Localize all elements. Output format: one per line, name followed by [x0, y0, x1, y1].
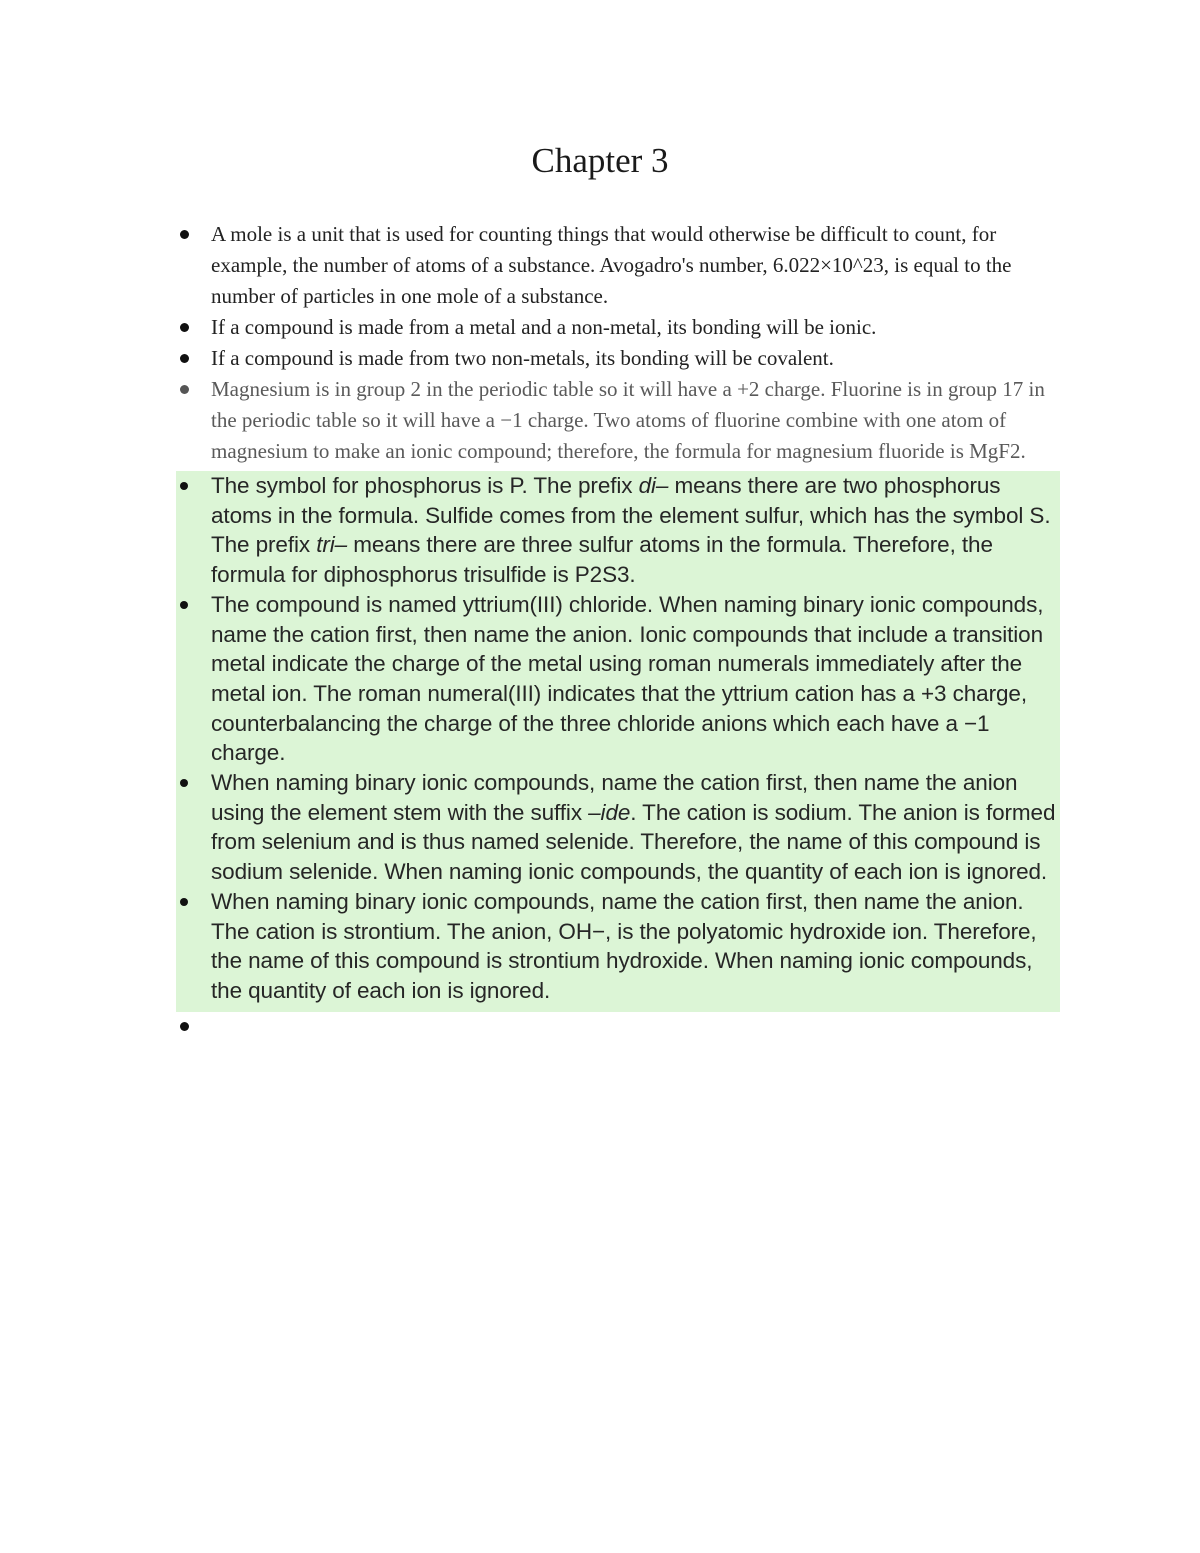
bullet-icon	[180, 385, 189, 394]
bullet-icon	[180, 779, 188, 787]
list-item	[176, 343, 1060, 374]
list-item-text: A mole is a unit that is used for counting things that would otherwise be difficult to count, for example, the number of atoms of a substance. Avogadro's number, 6.022×10^23, is equal to the number of particles in one mole of a substance.	[211, 222, 1012, 308]
list-item-text: If a compound is made from a metal and a non-metal, its bonding will be ionic.	[211, 315, 877, 339]
list-item-text: When naming binary ionic compounds, name the cation first, then name the anion using the element stem with the suffix –ide. The cation is sodium. The anion is formed from selenium and is thus named selenide. Therefore, the name of this compound is sodium selenide. When naming ionic compounds, the quantity of each ion is ignored.	[211, 770, 1056, 885]
suffix-ide: –ide	[588, 799, 631, 825]
highlighted-section	[176, 471, 1060, 1012]
bullet-icon	[180, 601, 188, 609]
list-item-text: If a compound is made from two non-metals, its bonding will be covalent.	[211, 346, 834, 370]
bullet-icon	[180, 898, 188, 906]
list-item-empty[interactable]	[176, 1012, 1060, 1040]
list-item	[176, 374, 1060, 467]
bullet-icon	[180, 1022, 189, 1031]
list-item-text: Magnesium is in group 2 in the periodic table so it will have a +2 charge. Fluorine is in group 17 in the periodic table so it will have a −1 charge. Two atoms of fluorine combine with one atom of magnesium to make an ionic compound; therefore, the formula for magnesium fluoride is MgF2.	[211, 377, 1045, 463]
bullet-icon	[180, 323, 189, 332]
list-item	[176, 219, 1060, 312]
prefix-tri: tri–	[316, 532, 348, 558]
bullet-icon	[180, 230, 189, 239]
list-item	[176, 590, 1060, 768]
bullet-icon	[180, 354, 189, 363]
list-item	[176, 887, 1060, 1006]
list-item-text: The compound is named yttrium(III) chloride. When naming binary ionic compounds, name the cation first, then name the anion. Ionic compounds that include a transition metal indicate the charge of the metal using roman numerals immediately after the metal ion. The roman numeral(III) indicates that the yttrium cation has a +3 charge, counterbalancing the charge of the three chloride anions which each have a −1 charge.	[211, 591, 1044, 766]
bullet-list	[176, 219, 1060, 1040]
bullet-icon	[180, 482, 188, 490]
list-item	[176, 312, 1060, 343]
page-title: Chapter 3	[531, 141, 669, 180]
list-item-text: When naming binary ionic compounds, name the cation first, then name the anion. The cation is strontium. The anion, OH−, is the polyatomic hydroxide ion. Therefore, the name of this compound is strontium hydroxide. When naming ionic compounds, the quantity of each ion is ignored.	[211, 888, 1037, 1003]
list-item-text: The symbol for phosphorus is P. The prefix di– means there are two phosphorus atoms in the formula. Sulfide comes from the element sulfur, which has the symbol S. The prefix tri– means there are three sulfur atoms in the formula. Therefore, the formula for diphosphorus trisulfide is P2S3.	[211, 473, 1051, 588]
prefix-di: di–	[638, 473, 669, 498]
list-item	[176, 768, 1060, 887]
list-item	[176, 471, 1060, 590]
